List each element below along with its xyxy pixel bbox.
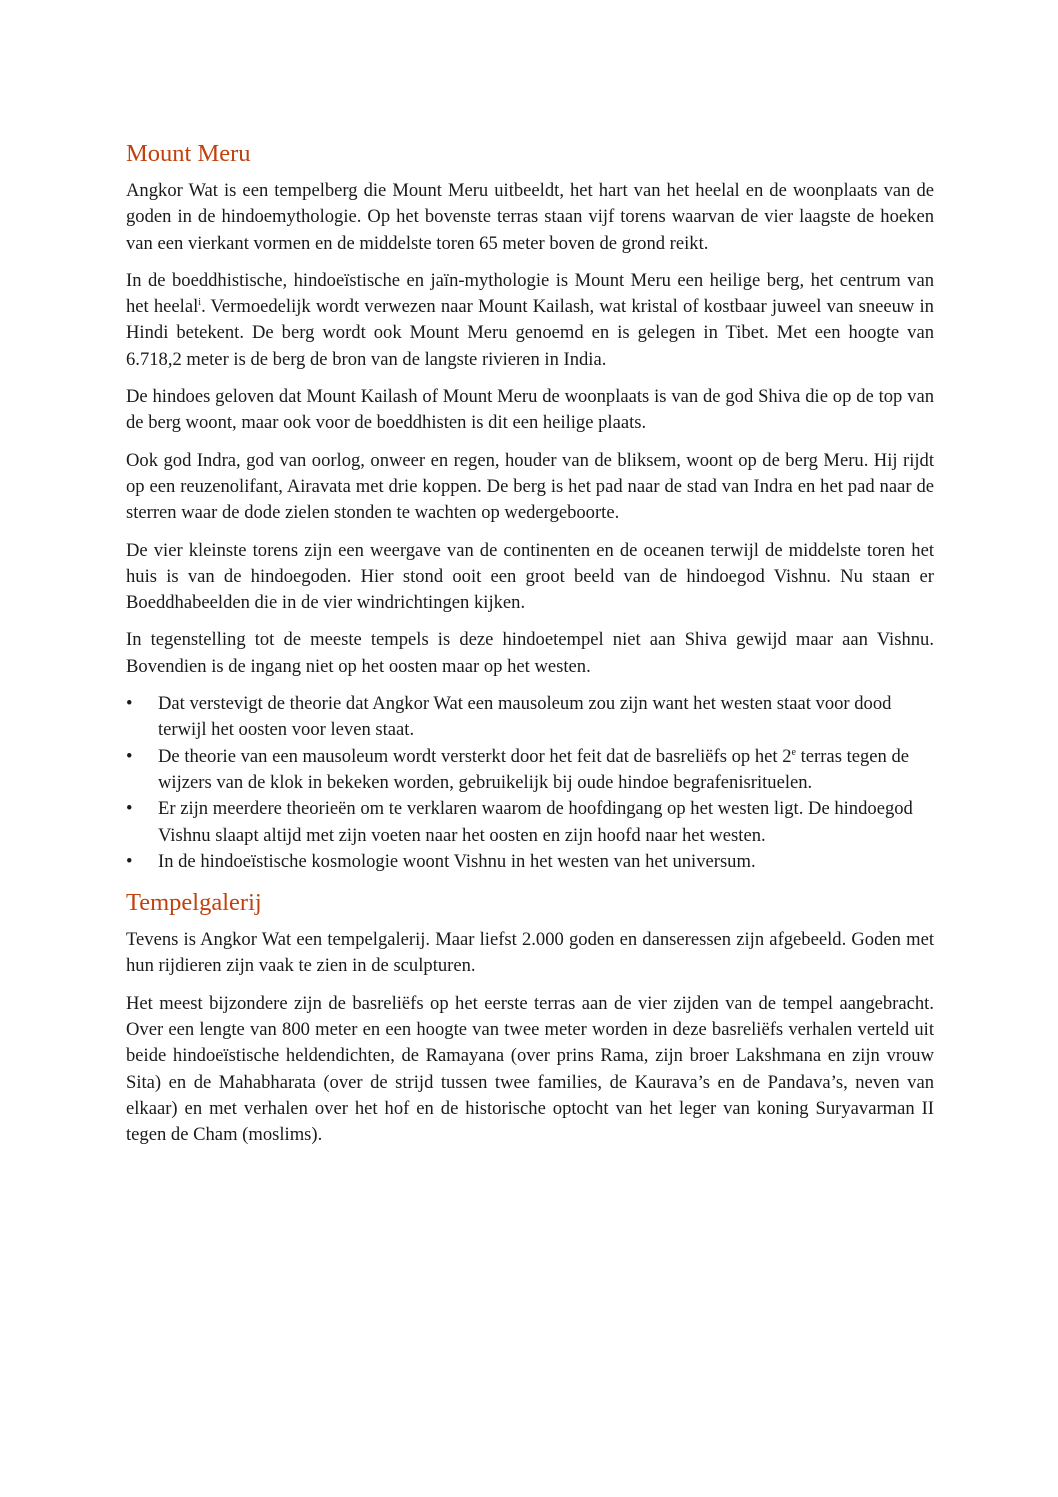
paragraph: Ook god Indra, god van oorlog, onweer en regen, houder van de bliksem, woont op de berg Meru. Hij rijdt op een reuzenolifant, Airavata met drie koppen. De berg is het pad naar de stad van Indra en het pad naar de sterren waar de dode zielen stonden te wachten op wedergeboorte. — [126, 449, 934, 524]
ordinal-superscript: e — [791, 746, 796, 758]
list-item-text: In de hindoeïstische kosmologie woont Vishnu in het westen van het universum. — [158, 850, 756, 872]
section-heading-mount-meru: Mount Meru — [126, 140, 251, 167]
paragraph: De hindoes geloven dat Mount Kailash of Mount Meru de woonplaats is van de god Shiva die op de top van de berg woont, maar ook voor de boeddhisten is dit een heilige plaats. — [126, 386, 934, 434]
bullet-list — [126, 691, 934, 875]
bullet-icon: • — [126, 798, 133, 820]
list-item-text: Dat verstevigt de theorie dat Angkor Wat een mausoleum zou zijn want het westen staat voor dood terwijl het oosten voor leven staat. — [158, 693, 892, 741]
list-item — [126, 796, 934, 849]
list-item-text: terras tegen de wijzers van de klok in bekeken worden, gebruikelijk bij oude hindoe begrafenisrituelen. — [158, 745, 910, 793]
list-item — [126, 744, 934, 797]
section-heading-tempelgalerij: Tempelgalerij — [126, 889, 262, 917]
paragraph-text: . Vermoedelijk wordt verwezen naar Mount Kailash, wat kristal of kostbaar juweel van sneeuw in Hindi betekent. De berg wordt ook Mount Meru genoemd en is gelegen in Tibet. Met een hoogte van 6.718,2 meter is de berg de bron van de langste rivieren in India. — [126, 296, 934, 370]
bullet-icon: • — [126, 693, 133, 715]
footnote-reference[interactable]: i — [198, 297, 202, 308]
list-item-text: De theorie van een mausoleum wordt versterkt door het feit dat de basreliëfs op het 2 — [158, 745, 792, 767]
paragraph: De vier kleinste torens zijn een weergave van de continenten en de oceanen terwijl de middelste toren het huis is van de hindoegoden. Hier stond ooit een groot beeld van de hindoegod Vishnu. Nu staan er Boeddhabeelden die in de vier windrichtingen kijken. — [126, 539, 934, 614]
paragraph: Het meest bijzondere zijn de basreliëfs op het eerste terras aan de vier zijden van de tempel aangebracht. Over een lengte van 800 meter en een hoogte van twee meter worden in deze basreliëfs verhalen verteld uit beide hindoeïstische heldendichten, de Ramayana (over prins Rama, zijn broer Lakshmana en zijn vrouw Sita) en de Mahabharata (over de strijd tussen twee families, de Kaurava’s en de Pandava’s, neven van elkaar) en met verhalen over het hof en de historische optocht van het leger van koning Suryavarman II tegen de Cham (moslims). — [126, 992, 934, 1146]
list-item-text: Er zijn meerdere theorieën om te verklaren waarom de hoofdingang op het westen ligt. De hindoegod Vishnu slaapt altijd met zijn voeten naar het oosten en zijn hoofd naar het westen. — [158, 798, 913, 846]
document-page — [126, 138, 934, 1160]
bullet-icon: • — [126, 850, 133, 872]
list-item — [126, 691, 934, 744]
paragraph-text: In de boeddhistische, hindoeïstische en jaïn-mythologie is Mount Meru een heilige berg, het centrum van het heelal — [126, 269, 934, 318]
paragraph — [126, 268, 934, 373]
paragraph: In tegenstelling tot de meeste tempels is deze hindoetempel niet aan Shiva gewijd maar aan Vishnu. Bovendien is de ingang niet op het oosten maar op het westen. — [126, 629, 934, 677]
paragraph: Angkor Wat is een tempelberg die Mount Meru uitbeeldt, het hart van het heelal en de woonplaats van de goden in de hindoemythologie. Op het bovenste terras staan vijf torens waarvan de vier laagste de hoeken van een vierkant vormen en de middelste toren 65 meter boven de grond reikt. — [126, 180, 934, 254]
list-item — [126, 849, 934, 875]
bullet-icon: • — [126, 745, 133, 767]
paragraph: Tevens is Angkor Wat een tempelgalerij. Maar liefst 2.000 goden en danseressen zijn afgebeeld. Goden met hun rijdieren zijn vaak te zien in de sculpturen. — [126, 929, 934, 977]
